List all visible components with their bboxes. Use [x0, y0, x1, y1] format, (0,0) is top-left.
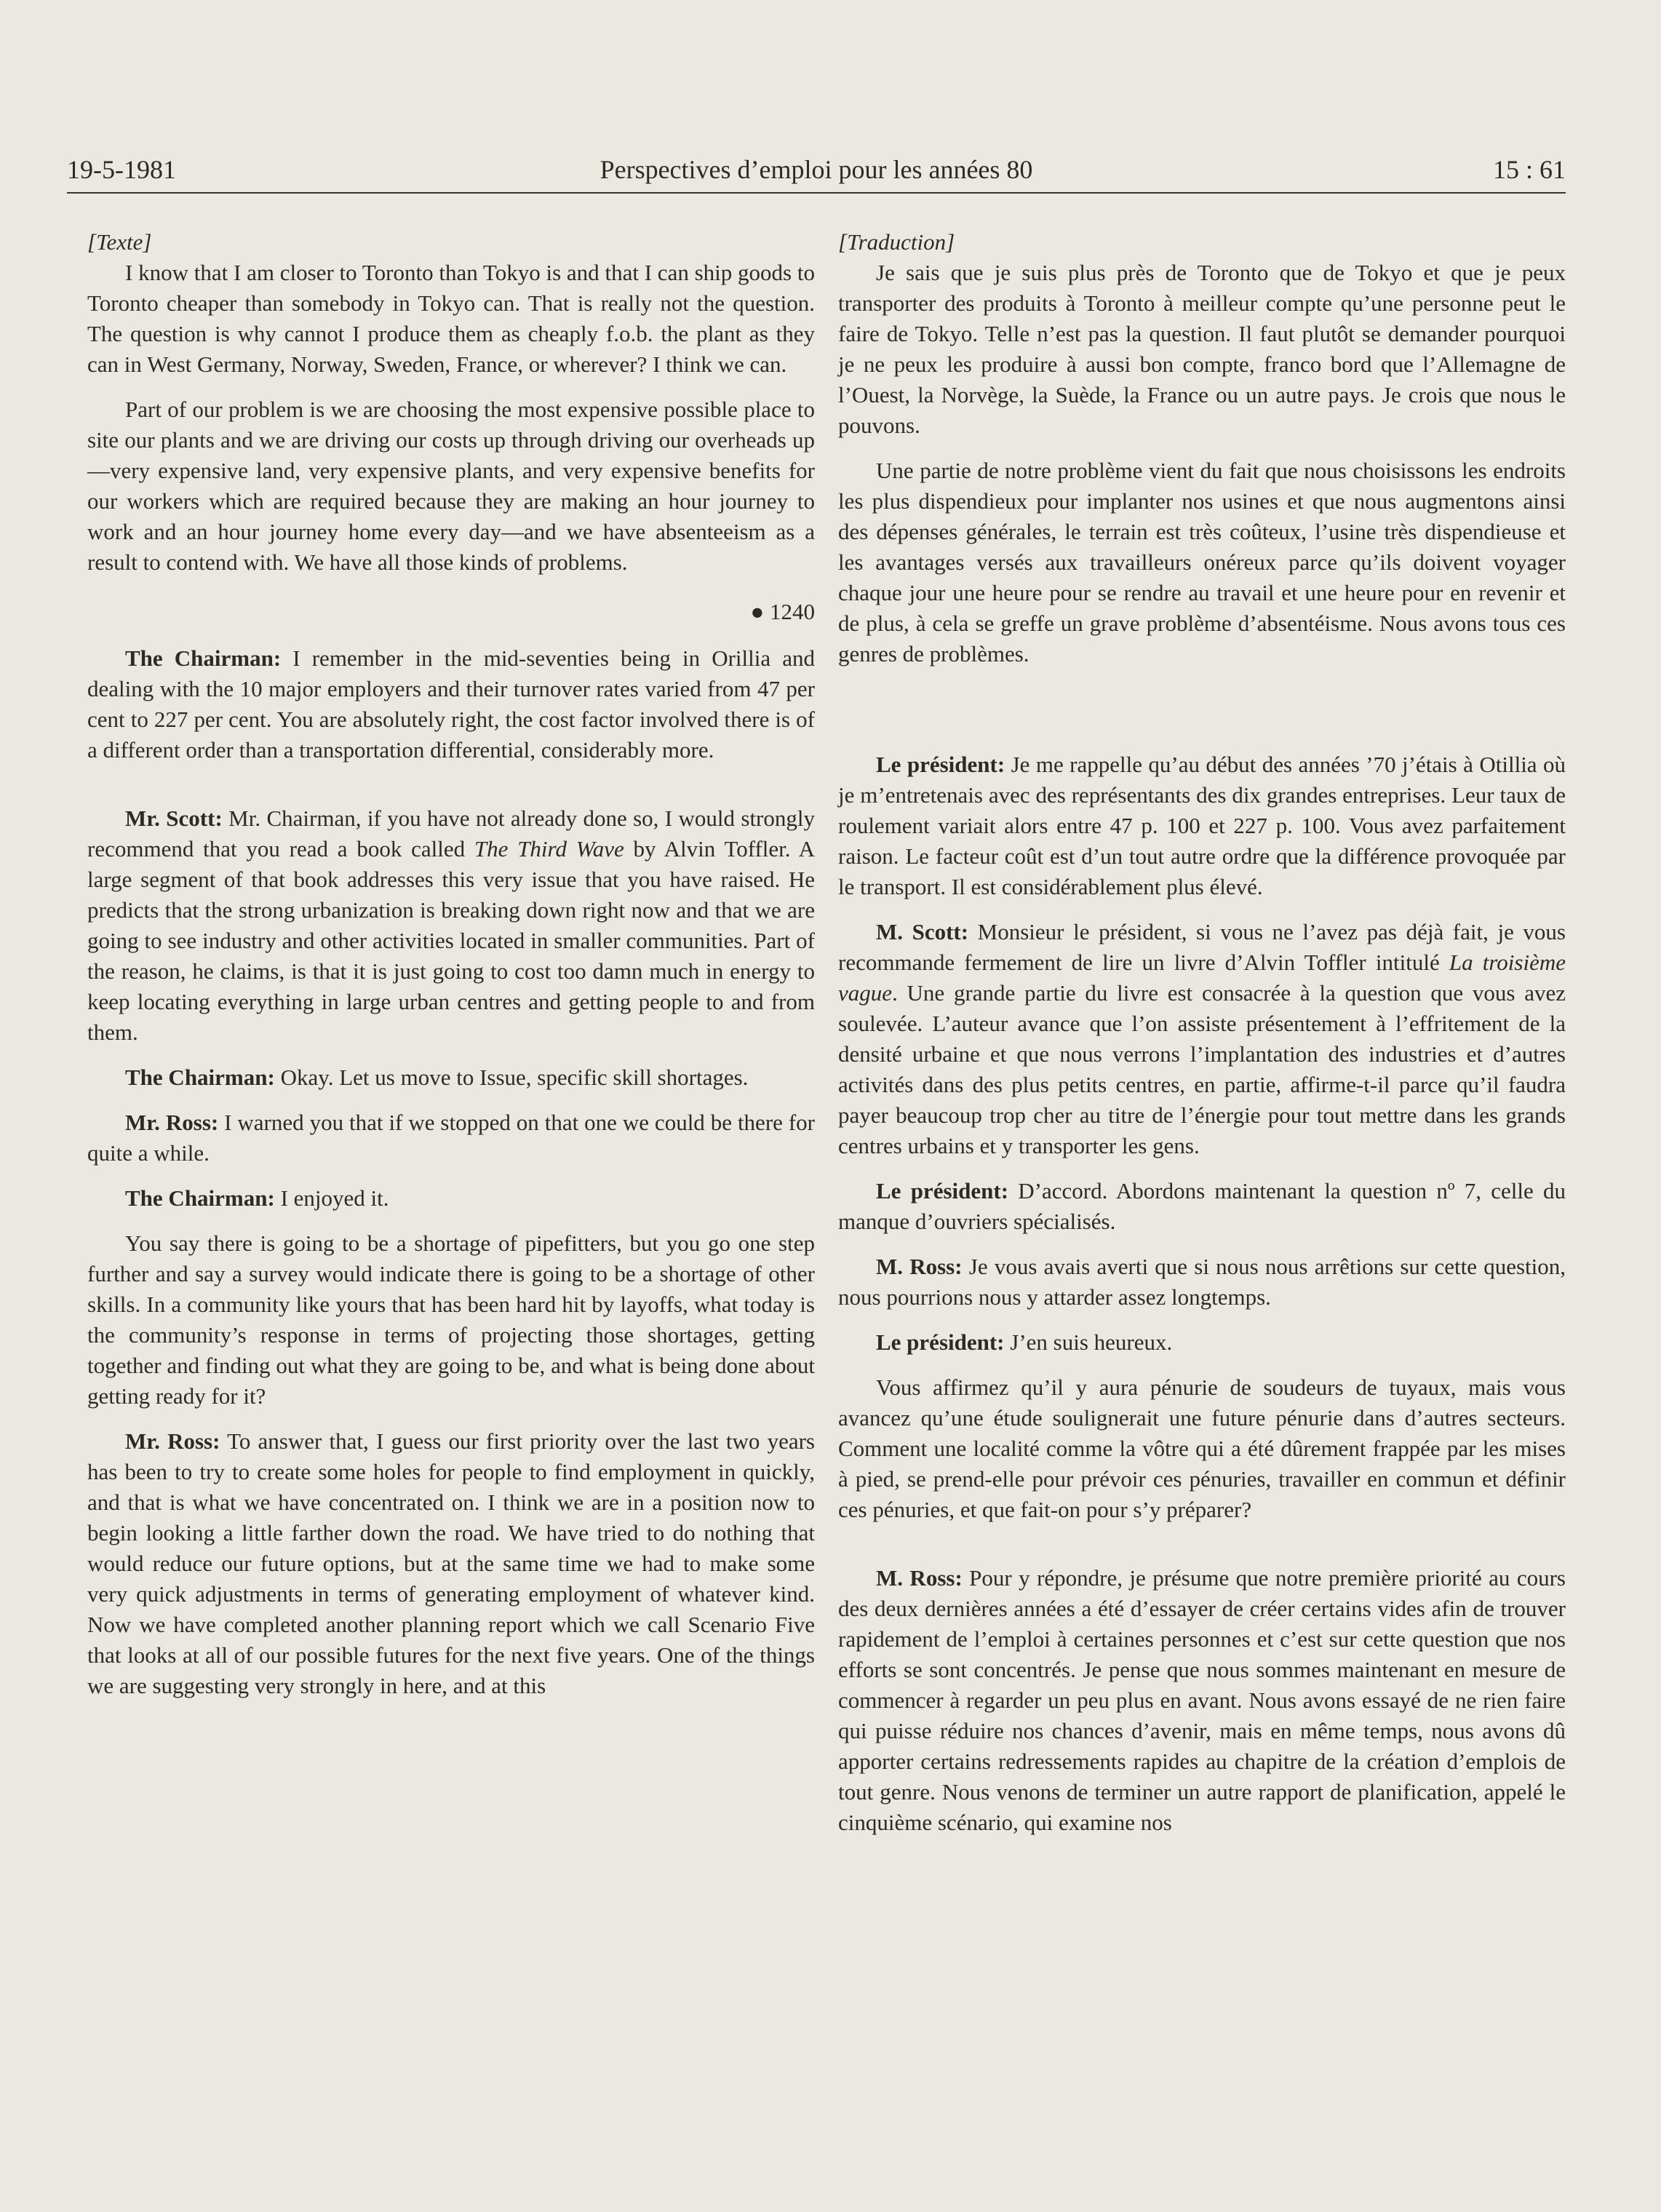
french-column [838, 227, 1566, 1838]
page-header [67, 150, 1566, 194]
header-date: 19-5-1981 [67, 155, 176, 184]
paragraph: Une partie de notre problème vient du fait que nous choisissons les endroits les plus dispendieux pour implanter nos usines et que nous augmentons ainsi des dépenses générales, le terrain est très coûteux, l’usine très dispendieuse et les avantages versés aux travailleurs onéreux parce qu’ils doivent voyager chaque jour une heure pour se rendre au travail et une heure pour en revenir et de plus, à cela se greffe un grave problème d’absentéisme. Nous avons tous ces genres de problèmes. [838, 458, 1566, 667]
header-page-number: 15 : 61 [1492, 155, 1566, 184]
speech-text: To answer that, I guess our first priority over the last two years has been to try to create some holes for people to find employment in quickly, and that is what we have concentrated on. I think we are in a position now to begin looking a little farther down the road. We have tried to do nothing that would reduce our future options, but at the same time we had to make some very quick adjustments in terms of generating employment of whatever kind. Now we have completed another planning report which we call Scenario Five that looks at all of our possible futures for the next five years. One of the things we are suggesting very strongly in here, and at this [87, 1428, 815, 1698]
speech-text: Mr. Chairman, if you have not already done so, I would strongly recommend that you read a book called [87, 805, 815, 862]
header-rule [67, 192, 1566, 194]
speech-text: I enjoyed it. [274, 1185, 389, 1211]
speech-text: Je me rappelle qu’au début des années ’70 j’étais à Otillia où je m’entretenais avec des représentants des dix grandes entreprises. Leur taux de roulement variait alors entre 47 p. 100 et 227 p. 100. Vous avez parfaitement raison. Le facteur coût est d’un tout autre ordre que la différence provoquée par le transport. Il est considérablement plus élevé. [838, 752, 1566, 899]
speaker-name: M. Ross: [876, 1565, 963, 1591]
speaker-name: Mr. Ross: [125, 1110, 219, 1135]
speech-text: D’accord. Abordons maintenant la question nº 7, celle du manque d’ouvriers spécialisés. [838, 1178, 1566, 1234]
time-marker: ● 1240 [750, 599, 815, 624]
speech-paragraph [838, 1327, 1566, 1358]
paragraph: I know that I am closer to Toronto than Tokyo is and that I can ship goods to Toronto cheaper than somebody in Tokyo can. That is really not the question. The question is why cannot I produce them as cheaply f.o.b. the plant as they can in West Germany, Norway, Sweden, France, or wherever? I think we can. [87, 260, 815, 377]
speech-paragraph [87, 1183, 815, 1214]
speech-text: Okay. Let us move to Issue, specific skill shortages. [274, 1065, 749, 1090]
speaker-name: Le président: [876, 1329, 1005, 1355]
speech-text: Monsieur le président, si vous ne l’avez pas déjà fait, je vous recommande fermement de lire un livre d’Alvin Toffler intitulé [838, 919, 1566, 975]
speech-text: J’en suis heureux. [1004, 1329, 1173, 1355]
paragraph: Part of our problem is we are choosing the most expensive possible place to site our plants and we are driving our costs up through driving our overheads up—very expensive land, very expensive plants, and very expensive benefits for our workers which are required because they are making an hour journey to work and an hour journey home every day—and we have absenteeism as a result to contend with. We have all those kinds of problems. [87, 397, 815, 575]
speaker-name: M. Scott: [876, 919, 969, 944]
paragraph: You say there is going to be a shortage of pipefitters, but you go one step further and say a survey would indicate there is going to be a shortage of other skills. In a community like yours that has been hard hit by layoffs, what today is the community’s response in terms of projecting those shortages, getting together and finding out what they are going to be, and what is being done about getting ready for it? [87, 1230, 815, 1409]
speech-paragraph [87, 803, 815, 1048]
speech-paragraph [838, 917, 1566, 1161]
speech-paragraph [838, 1252, 1566, 1313]
english-column [87, 227, 815, 1701]
paragraph: Vous affirmez qu’il y aura pénurie de soudeurs de tuyaux, mais vous avancez qu’une étude soulignerait une future pénurie dans d’autres secteurs. Comment une localité comme la vôtre qui a été dûrement frappée par les mises à pied, se prend-elle pour prévoir ces pénuries, travailler en commun et définir ces pénuries, et que fait-on pour s’y préparer? [838, 1374, 1566, 1522]
speech-paragraph [838, 1176, 1566, 1237]
speaker-name: Le président: [876, 1178, 1009, 1204]
speech-text: Pour y répondre, je présume que notre première priorité au cours des deux dernières années a été d’essayer de créer certains vides afin de trouver rapidement de l’emploi à certaines personnes et c’est sur cette question que nos efforts se sont concentrés. Je pense que nous sommes maintenant en mesure de commencer à regarder un peu plus en avant. Nous avons essayé de ne rien faire qui puisse réduire nos chances d’avenir, mais en même temps, nous avons dû apporter certains redressements rapides au chapitre de la création d’emplois de tout genre. Nous venons de terminer un autre rapport de planification, appelé le cinquième scénario, qui examine nos [838, 1565, 1566, 1835]
speech-paragraph [87, 1107, 815, 1169]
book-title: La troisième vague [838, 950, 1566, 1006]
speech-text: . Une grande partie du livre est consacrée à la question que vous avez soulevée. L’auteur avance que l’on assiste présentement à l’effritement de la densité urbaine et que nous verrons l’implantation des industries et d’autres activités dans des plus petits centres, en partie, affirme-t-il parce qu’il faudra payer beaucoup trop cher au titre de l’énergie pour tout mettre dans les grands centres urbains et y transporter les gens. [838, 980, 1566, 1158]
speech-paragraph [87, 643, 815, 765]
speech-paragraph [87, 1062, 815, 1093]
speaker-name: The Chairman: [125, 1065, 275, 1090]
section-label-texte: [Texte] [87, 229, 152, 255]
speaker-name: Mr. Scott: [125, 805, 223, 831]
speaker-name: Le président: [876, 752, 1005, 777]
speaker-name: M. Ross: [876, 1254, 963, 1279]
speaker-name: The Chairman: [125, 645, 282, 671]
header-title: Perspectives d’emploi pour les années 80 [600, 155, 1033, 184]
book-title: The Third Wave [474, 836, 624, 862]
speech-text: Je vous avais averti que si nous nous arrêtions sur cette question, nous pourrions nous y attarder assez longtemps. [838, 1254, 1566, 1310]
speech-paragraph [838, 749, 1566, 902]
speaker-name: The Chairman: [125, 1185, 275, 1211]
paragraph: Je sais que je suis plus près de Toronto que de Tokyo et que je peux transporter des produits à Toronto à meilleur compte qu’une personne peut le faire de Tokyo. Telle n’est pas la question. Il faut plutôt se demander pourquoi je ne peux les produire à aussi bon compte, franco bord que l’Allemagne de l’Ouest, la Norvège, la Suède, la France ou un autre pays. Je crois que nous le pouvons. [838, 260, 1566, 438]
speech-paragraph [838, 1563, 1566, 1838]
speech-text: I warned you that if we stopped on that one we could be there for quite a while. [87, 1110, 815, 1166]
speaker-name: Mr. Ross: [125, 1428, 220, 1454]
speech-text: by Alvin Toffler. A large segment of that book addresses this very issue that you have raised. He predicts that the strong urbanization is breaking down right now and that we are going to see industry and other activities located in smaller communities. Part of the reason, he claims, is that it is just going to cost too damn much in energy to keep locating everything in large urban centres and getting people to and from them. [87, 836, 815, 1045]
speech-paragraph [87, 1426, 815, 1701]
speech-text: I remember in the mid-seventies being in Orillia and dealing with the 10 major employers and their turnover rates varied from 47 per cent to 227 per cent. You are absolutely right, the cost factor involved there is of a different order than a transportation differential, considerably more. [87, 645, 815, 763]
section-label-traduction: [Traduction] [838, 229, 955, 255]
